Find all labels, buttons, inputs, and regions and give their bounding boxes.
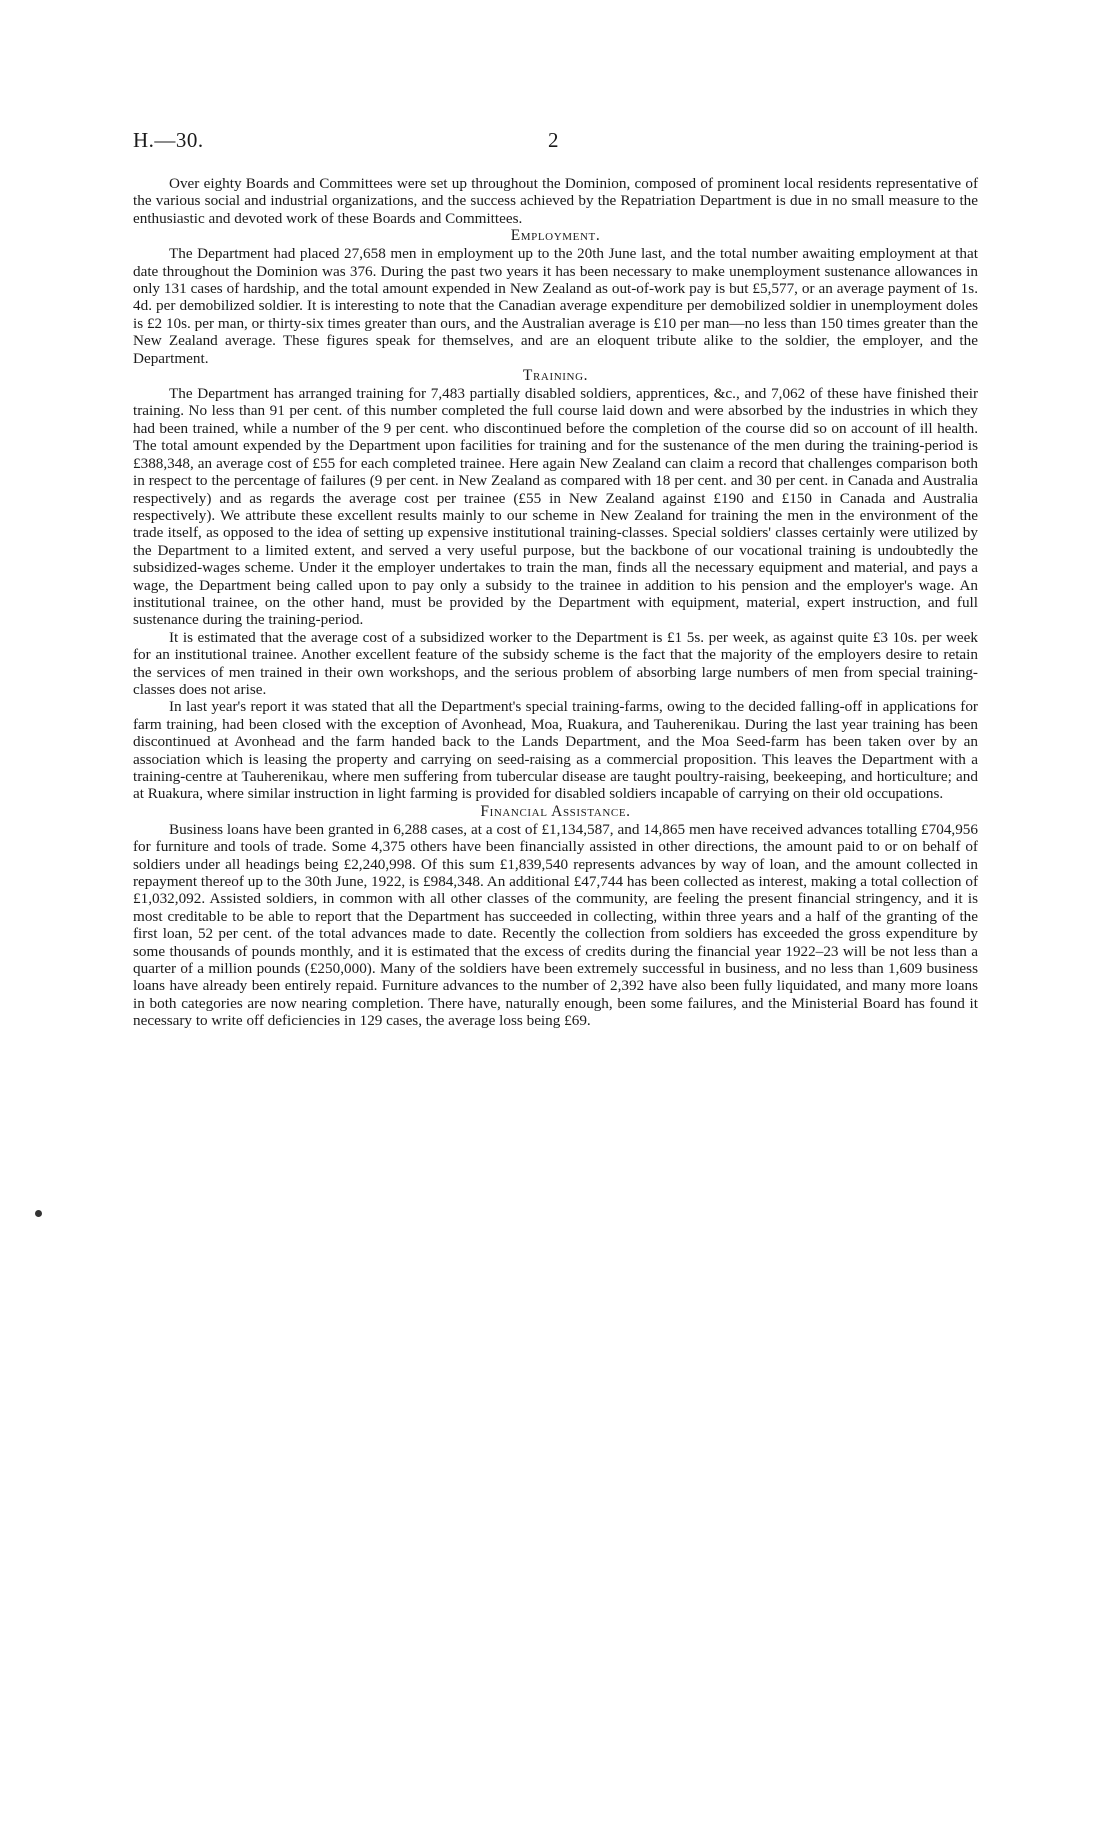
page-header — [133, 128, 978, 158]
page-number: 2 — [548, 128, 559, 152]
employment-paragraph: The Department had placed 27,658 men in employment up to the 20th June last, and the total number awaiting employment at that date throughout the Dominion was 376. During the past two years it has been necessary to make unemployment sustenance allowances in only 131 cases of hardship, and the total amount expended in New Zealand as out-of-work pay is but £5,577, or an average payment of 1s. 4d. per demobilized soldier. It is interesting to note that the Canadian average expenditure per demobilized soldier in unemployment doles is £2 10s. per man, or thirty-six times greater than ours, and the Australian average is £10 per man—no less than 150 times greater than the New Zealand average. These figures speak for themselves, and are an eloquent tribute alike to the soldier, the employer, and the Department. — [133, 245, 978, 367]
financial-paragraph: Business loans have been granted in 6,288 cases, at a cost of £1,134,587, and 14,865 men have received advances totalling £704,956 for furniture and tools of trade. Some 4,375 others have been financially assisted in other directions, the amount paid to or on behalf of soldiers under all headings being £2,240,998. Of this sum £1,839,540 represents advances by way of loan, and the amount collected in repayment thereof up to the 30th June, 1922, is £984,348. An additional £47,744 has been collected as interest, making a total collection of £1,032,092. Assisted soldiers, in common with all other classes of the community, are feeling the present financial stringency, and it is most creditable to be able to report that the Department has succeeded in collecting, within three years and a half of the granting of the first loan, 52 per cent. of the total advances made to date. Recently the collection from soldiers has exceeded the gross expenditure by some thousands of pounds monthly, and it is estimated that the excess of credits during the financial year 1922–23 will be not less than a quarter of a million pounds (£250,000). Many of the soldiers have been extremely successful in business, and no less than 1,609 business loans have already been entirely repaid. Furniture advances to the number of 2,392 have also been fully liquidated, and many more loans in both categories are now nearing completion. There have, naturally enough, been some failures, and the Ministerial Board has found it necessary to write off deficiencies in 129 cases, the average loss being £69. — [133, 820, 978, 1030]
training-paragraph: The Department has arranged training for 7,483 partially disabled soldiers, apprentices, &c., and 7,062 of these have finished their training. No less than 91 per cent. of this number completed the full course laid down and were absorbed by the industries in which they had been trained, while a number of the 9 per cent. who discontinued before the completion of the course did so on account of ill health. The total amount expended by the Department upon facilities for training and for the sustenance of the men during the training-period is £388,348, an average cost of £55 for each completed trainee. Here again New Zealand can claim a record that challenges comparison both in respect to the percentage of failures (9 per cent. in New Zealand as compared with 18 per cent. and 30 per cent. in Canada and Australia respectively) and as regards the average cost per trainee (£55 in New Zealand against £190 and £150 in Canada and Australia respectively). We attribute these excellent results mainly to our scheme in New Zealand for training the men in the environment of the trade itself, as opposed to the idea of setting up expensive institutional training-classes. Special soldiers' classes certainly were utilized by the Department to a limited extent, and served a very useful purpose, but the backbone of our vocational training is undoubtedly the subsidized-wages scheme. Under it the employer undertakes to train the man, finds all the necessary equipment and material, and pays a wage, the Department being called upon to pay only a subsidy to the trainee in addition to his pension and the employer's wage. An institutional trainee, on the other hand, must be provided by the Department with equipment, material, expert instruction, and full sustenance during the training-period. — [133, 385, 978, 629]
financial-assistance-heading: Financial Assistance. — [480, 802, 631, 820]
training-paragraph: In last year's report it was stated that all the Department's special training-farms, owing to the decided falling-off in applications for farm training, had been closed with the exception of Avonhead, Moa, Ruakura, and Tauherenikau. During the last year training has been discontinued at Avonhead and the farm handed back to the Lands Department, and the Moa Seed-farm has been taken over by an association which is leasing the property and carrying on seed-raising as a commercial proposition. This leaves the Department with a training-centre at Tauherenikau, where men suffering from tubercular disease are taught poultry-raising, beekeeping, and horticulture; and at Ruakura, where similar instruction in light farming is provided for disabled soldiers incapable of carrying on their old occupations. — [133, 698, 978, 803]
training-paragraph: It is estimated that the average cost of a subsidized worker to the Department is £1 5s. per week, as against quite £3 10s. per week for an institutional trainee. Another excellent feature of the subsidy scheme is the fact that the majority of the employers desire to retain the services of men trained in their own workshops, and the serious problem of absorbing large numbers of men from special training-classes does not arise. — [133, 628, 978, 698]
report-reference: H.—30. — [133, 128, 204, 152]
margin-dot-mark — [35, 1210, 42, 1217]
training-heading: Training. — [522, 367, 589, 385]
intro-paragraph: Over eighty Boards and Committees were set up throughout the Dominion, composed of prominent local residents representative of the various social and industrial organizations, and the success achieved by the Repatriation Department is due in no small measure to the enthusiastic and devoted work of these Boards and Committees. — [133, 175, 978, 227]
employment-heading: Employment. — [510, 227, 601, 245]
page-body — [133, 175, 978, 1030]
